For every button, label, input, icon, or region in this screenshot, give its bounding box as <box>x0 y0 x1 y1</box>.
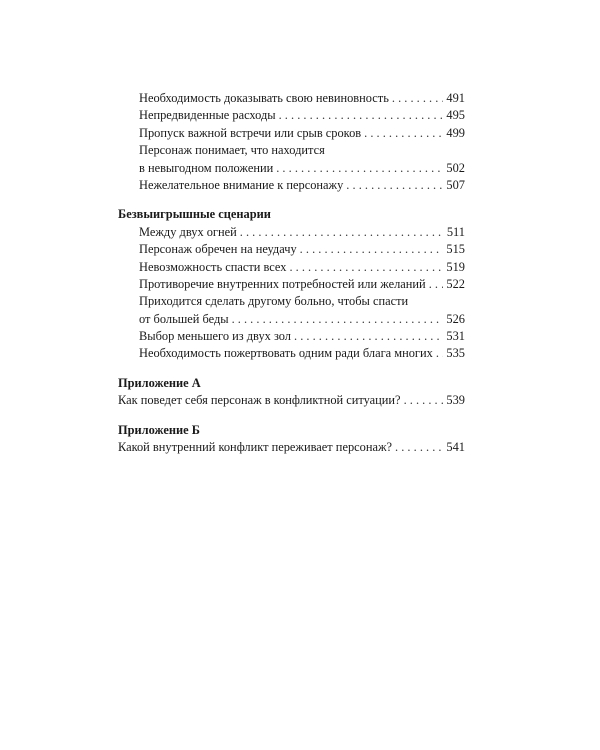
toc-entry <box>118 125 465 142</box>
dot-leader <box>289 259 443 276</box>
toc-entry-page: 499 <box>446 125 465 140</box>
dot-leader <box>279 107 444 124</box>
toc-entry-title-line1: Персонаж понимает, что находится <box>139 143 325 158</box>
dot-leader <box>300 241 444 258</box>
toc-entry <box>118 439 465 456</box>
dot-leader <box>436 345 444 362</box>
section-heading: Приложение А <box>118 375 201 390</box>
section-heading: Приложение Б <box>118 422 200 437</box>
toc-entry <box>118 392 465 409</box>
toc-entry <box>118 160 465 177</box>
dot-leader <box>276 160 443 177</box>
dot-leader <box>404 392 444 409</box>
toc-entry-title: от большей беды <box>139 311 229 326</box>
toc-entry <box>118 259 465 276</box>
dot-leader <box>392 90 444 107</box>
dot-leader <box>346 177 443 194</box>
toc-entry <box>118 328 465 345</box>
toc-entry <box>118 224 465 241</box>
toc-entry-title: Невозможность спасти всех <box>139 259 287 274</box>
toc-entry-title: Между двух огней <box>139 224 237 239</box>
toc-entry-title: Пропуск важной встречи или срыв сроков <box>139 125 362 140</box>
toc-entry-page: 522 <box>446 276 465 291</box>
toc-entry-title: Противоречие внутренних потребностей или желаний <box>139 276 426 291</box>
dot-leader <box>240 224 444 241</box>
toc-entry-title: Выбор меньшего из двух зол <box>139 329 291 344</box>
toc-entry-page: 526 <box>446 311 465 326</box>
toc-entry <box>118 276 465 293</box>
dot-leader <box>232 311 444 328</box>
toc-entry-title: Непредвиденные расходы <box>139 108 276 123</box>
dot-leader <box>364 125 443 142</box>
table-of-contents <box>118 90 465 456</box>
dot-leader <box>429 276 444 293</box>
toc-entry <box>118 90 465 107</box>
toc-entry-title: Как поведет себя персонаж в конфликтной ситуации? <box>118 393 401 408</box>
toc-entry-title: Необходимость пожертвовать одним ради блага многих <box>139 346 433 361</box>
toc-entry-title: в невыгодном положении <box>139 160 274 175</box>
section-heading: Безвыигрышные сценарии <box>118 207 271 222</box>
toc-entry-page: 519 <box>446 259 465 274</box>
toc-entry-page: 531 <box>446 329 465 344</box>
toc-entry-page: 541 <box>446 440 465 455</box>
toc-entry-page: 507 <box>446 177 465 192</box>
toc-entry-title: Нежелательное внимание к персонажу <box>139 177 344 192</box>
toc-entry <box>118 345 465 362</box>
dot-leader <box>395 439 443 456</box>
toc-entry <box>118 311 465 328</box>
toc-entry-page: 502 <box>446 160 465 175</box>
toc-entry <box>118 107 465 124</box>
toc-entry-page: 495 <box>446 108 465 123</box>
toc-entry-page: 491 <box>446 91 465 105</box>
toc-entry <box>118 241 465 258</box>
toc-entry-page: 539 <box>446 393 465 408</box>
toc-entry-page: 515 <box>446 242 465 257</box>
toc-entry-title: Какой внутренний конфликт переживает персонаж? <box>118 440 393 455</box>
toc-entry-title: Персонаж обречен на неудачу <box>139 242 297 257</box>
toc-entry-page: 535 <box>446 346 465 361</box>
toc-entry-title: Необходимость доказывать свою невиновность <box>139 91 389 105</box>
toc-entry <box>118 177 465 194</box>
toc-entry-title-line1: Приходится сделать другому больно, чтобы спасти <box>139 294 409 309</box>
toc-entry-page: 511 <box>446 224 465 239</box>
dot-leader <box>294 328 443 345</box>
